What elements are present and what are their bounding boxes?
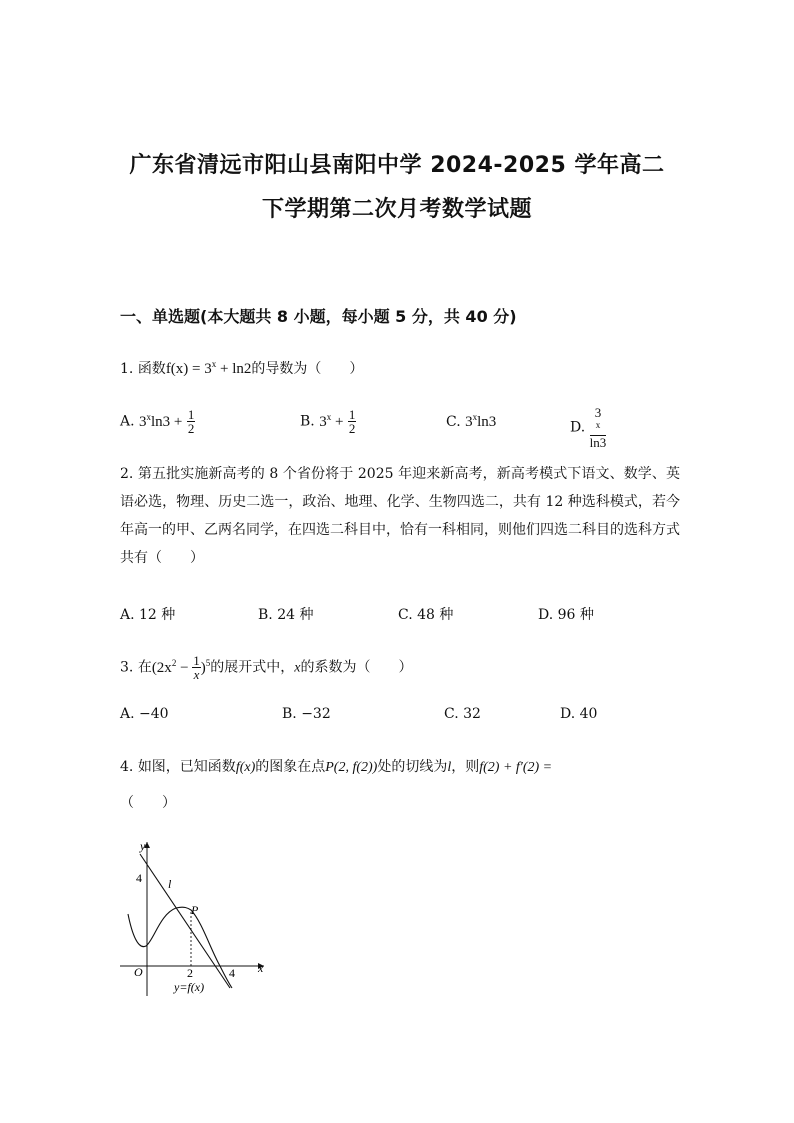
point-p-label: P bbox=[191, 903, 199, 917]
q3-expression: ($2x^2$ − bbox=[151, 657, 193, 676]
section-heading: 一、单选题(本大题共 8 小题，每小题 5 分，共 40 分) bbox=[120, 307, 517, 326]
function-curve bbox=[128, 907, 232, 988]
title-line-2: 下学期第二次月考数学试题 bbox=[261, 197, 532, 222]
origin-label: O bbox=[134, 965, 143, 979]
tangent-line bbox=[140, 854, 230, 988]
q1-option-d[interactable]: D. 3 $^x$ ln3 bbox=[570, 405, 607, 451]
curve-label: y=f(x) bbox=[174, 980, 205, 994]
q3-option-c[interactable]: C. 32 bbox=[444, 706, 481, 722]
y-axis-label: y bbox=[140, 839, 146, 853]
q2-option-a[interactable]: A. 12 种 bbox=[120, 607, 176, 623]
q3-option-d[interactable]: D. 40 bbox=[560, 706, 598, 722]
q2-option-d[interactable]: D. 96 种 bbox=[538, 607, 594, 623]
q3-option-b[interactable]: B. −32 bbox=[282, 706, 331, 722]
q2-option-c[interactable]: C. 48 种 bbox=[398, 607, 454, 623]
x-tick-4: 4 bbox=[229, 966, 235, 980]
question-1: 1. 函数$f(x) = 3^x + \ln 2$的导数为（ ） bbox=[120, 359, 364, 377]
q1-option-b[interactable]: B. $3^x$ + $\frac{1}{2}$ bbox=[300, 407, 356, 436]
q1-option-a[interactable]: A. $3^x\ln 3$ + $\frac{1}{2}$ bbox=[120, 407, 195, 436]
q3-option-a[interactable]: A. −40 bbox=[120, 706, 169, 722]
function-graph bbox=[118, 836, 274, 998]
question-3: 3. 在($2x^2$ − $\frac{1}{x})^5$的展开式中，x的系数为（ ） bbox=[120, 653, 413, 682]
x-tick-2: 2 bbox=[187, 966, 193, 980]
q1-formula: $f(x) = 3^x + \ln 2$ bbox=[165, 359, 252, 377]
x-axis-label: x bbox=[258, 961, 264, 975]
line-l-label: l bbox=[168, 877, 172, 891]
question-4: 4. 如图，已知函数f(x)的图象在点P(2, f(2))处的切线为l，则f(2) + f′(2) = bbox=[120, 759, 553, 775]
title-line-1: 广东省清远市阳山县南阳中学 2024-2025 学年高二 bbox=[129, 153, 665, 178]
q4-answer-paren: （ ） bbox=[120, 795, 176, 811]
y-tick-4: 4 bbox=[136, 871, 142, 885]
q1-option-c[interactable]: C. 3$^x$ln3 bbox=[446, 412, 497, 430]
q2-option-b[interactable]: B. 24 种 bbox=[258, 607, 314, 623]
question-2: 2. 第五批实施新高考的 8 个省份将于 2025 年迎来新高考，新高考模式下语文、数学、英语必选，物理、历史二选一，政治、地理、化学、生物四选二，共有 12 种选科模式，若今年高一的甲、乙两名同学，在四选二科目中，恰有一科相同，则他们四选二科目的选科方式共有（ ） bbox=[120, 466, 680, 566]
